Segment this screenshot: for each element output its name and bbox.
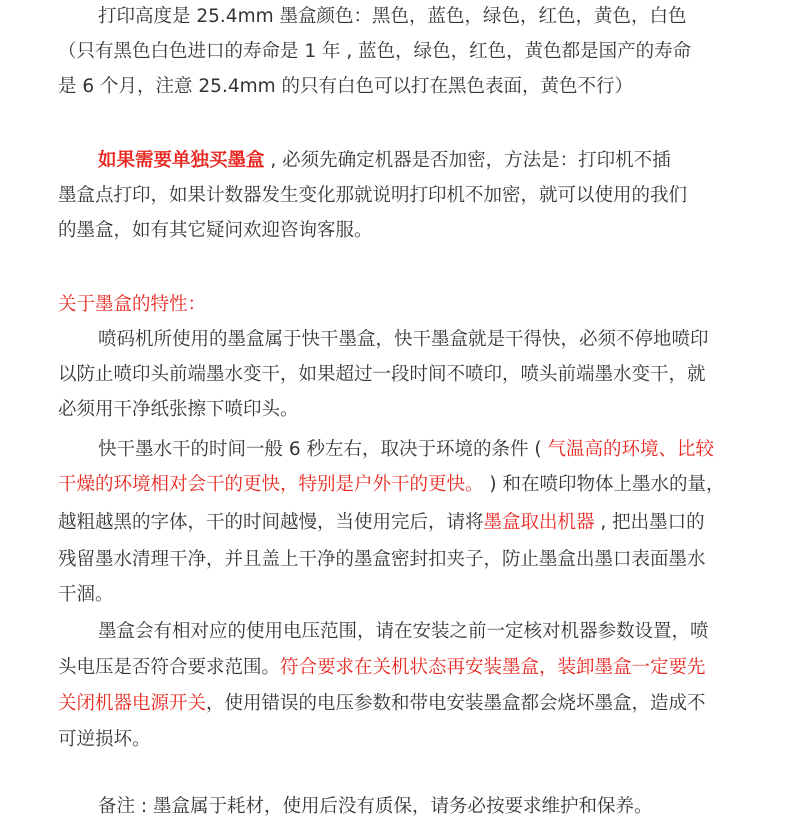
features-p3-line-2 bbox=[0, 650, 800, 686]
features-p2-line-5-text: 干涸。 bbox=[58, 584, 114, 605]
features-p3-line-4 bbox=[0, 722, 800, 758]
features-p2-line-3-b: , 把出墨口的 bbox=[594, 512, 705, 533]
purchase-line-3-text: 的墨盒，如有其它疑问欢迎咨询客服。 bbox=[58, 220, 373, 241]
purchase-line-3 bbox=[0, 213, 800, 249]
features-p2-line-5 bbox=[0, 577, 800, 613]
purchase-line-1 bbox=[0, 143, 800, 179]
features-heading-text: 关于墨盒的特性： bbox=[58, 294, 207, 315]
features-p2-line-4 bbox=[0, 542, 800, 578]
features-p3-line-3-b: ，使用错误的电压参数和带电安装墨盒都会烧坏墨盒，造成不 bbox=[206, 693, 706, 714]
intro-line-3 bbox=[0, 69, 800, 105]
features-p2-line-3-red: 墨盒取出机器 bbox=[483, 512, 595, 533]
features-p1-line-2-text: 以防止喷印头前端墨水变干，如果超过一段时间不喷印，喷头前端墨水变干，就 bbox=[58, 364, 706, 385]
intro-line-2 bbox=[0, 34, 800, 70]
purchase-highlight: 如果需要单独买墨盒 bbox=[98, 150, 265, 171]
features-p3-line-1 bbox=[0, 614, 800, 650]
intro-line-1 bbox=[0, 0, 800, 35]
features-p2-line-4-text: 残留墨水清理干净，并且盖上干净的墨盒密封扣夹子，防止墨盒出墨口表面墨水 bbox=[58, 549, 706, 570]
note-text: 备注 : 墨盒属于耗材，使用后没有质保，请务必按要求维护和保养。 bbox=[98, 796, 653, 817]
purchase-line-1-rest: , 必须先确定机器是否加密，方法是：打印机不插 bbox=[264, 150, 671, 171]
features-p1-line-1 bbox=[0, 322, 800, 358]
note-line bbox=[0, 789, 800, 825]
features-p2-line-3 bbox=[0, 505, 800, 541]
features-p3-line-1-text: 墨盒会有相对应的使用电压范围，请在安装之前一定核对机器参数设置，喷 bbox=[98, 621, 709, 642]
intro-line-3-text: 是 6 个月，注意 25.4mm 的只有白色可以打在黑色表面，黄色不行） bbox=[58, 76, 634, 97]
purchase-line-2 bbox=[0, 178, 800, 214]
features-p2-line-1-red: 气温高的环境、比较 bbox=[547, 439, 715, 460]
features-p3-line-3 bbox=[0, 686, 800, 722]
features-p1-line-3 bbox=[0, 392, 800, 428]
features-p1-line-1-text: 喷码机所使用的墨盒属于快干墨盒，快干墨盒就是干得快，必须不停地喷印 bbox=[98, 329, 709, 350]
features-p1-line-2 bbox=[0, 357, 800, 393]
intro-line-1-text: 打印高度是 25.4mm 墨盒颜色：黑色，蓝色，绿色，红色，黄色，白色 bbox=[98, 6, 687, 27]
features-p3-line-2-a: 头电压是否符合要求范围。 bbox=[58, 657, 281, 678]
features-p3-line-2-red: 符合要求在关机状态再安装墨盒，装卸墨盒一定要先 bbox=[280, 657, 706, 678]
features-p2-line-3-a: 越粗越黑的字体，干的时间越慢，当使用完后，请将 bbox=[58, 512, 484, 533]
features-p3-line-3-red: 关闭机器电源开关 bbox=[58, 693, 207, 714]
features-p1-line-3-text: 必须用干净纸张擦下喷印头。 bbox=[58, 399, 299, 420]
features-p2-line-2-red: 干燥的环境相对会干的更快，特别是户外干的更快。 bbox=[58, 474, 484, 495]
purchase-line-2-text: 墨盒点打印，如果计数器发生变化那就说明打印机不加密，就可以使用的我们 bbox=[58, 185, 688, 206]
features-p3-line-4-text: 可逆损坏。 bbox=[58, 729, 151, 750]
features-heading bbox=[0, 287, 800, 323]
intro-line-2-text: （只有黑色白色进口的寿命是 1 年 , 蓝色，绿色，红色，黄色都是国产的寿命 bbox=[58, 41, 692, 62]
features-p2-line-2 bbox=[0, 467, 800, 503]
features-p2-line-1 bbox=[0, 432, 800, 468]
features-p2-line-2-b: ) 和在喷印物体上墨水的量， bbox=[483, 474, 725, 495]
features-p2-line-1-a: 快干墨水干的时间一般 6 秒左右，取决于环境的条件 ( bbox=[98, 439, 548, 460]
